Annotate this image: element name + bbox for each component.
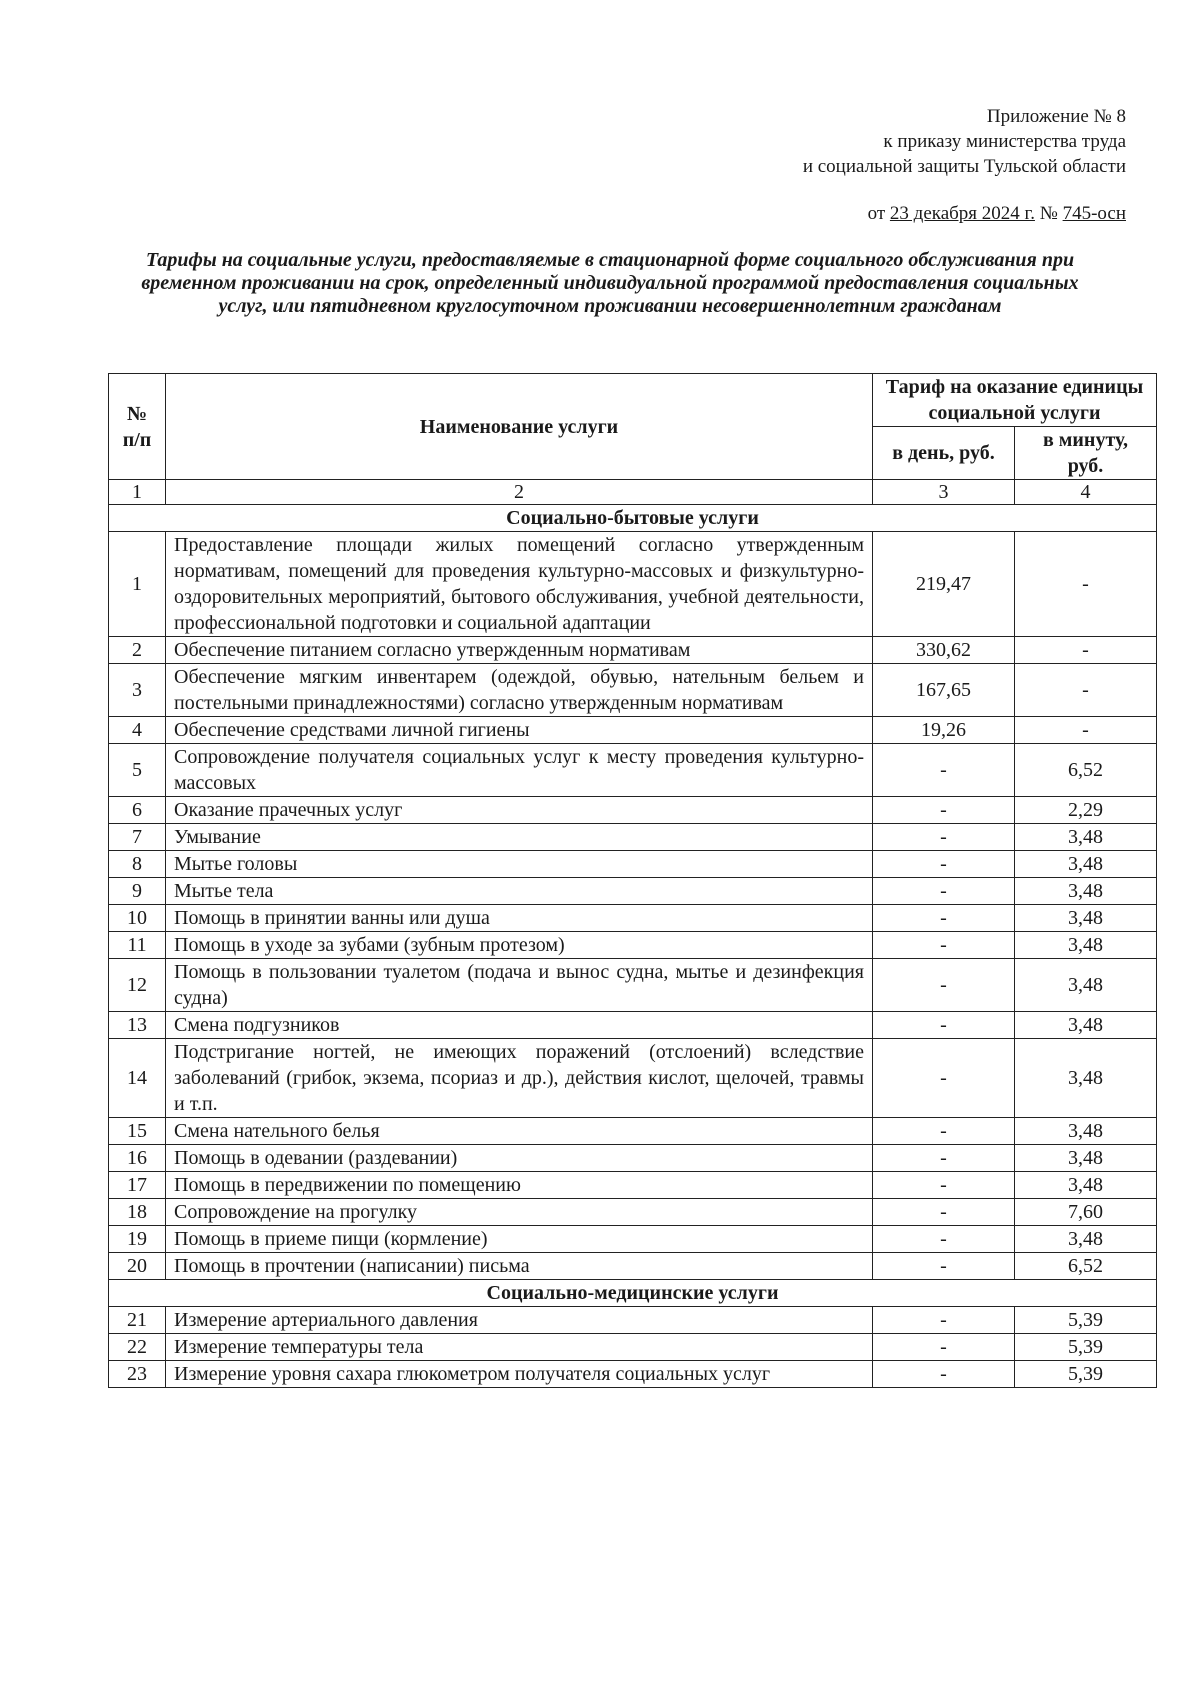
service-name: Мытье головы (166, 851, 873, 878)
table-row (109, 1307, 1157, 1334)
tariff-per-minute: - (1015, 637, 1157, 664)
appendix-ministry: и социальной защиты Тульской области (802, 156, 1126, 177)
table-row (109, 637, 1157, 664)
appendix-number: Приложение № 8 (986, 106, 1126, 127)
row-number: 14 (109, 1039, 166, 1118)
appendix-order-ref: к приказу министерства труда (883, 131, 1126, 152)
service-name: Предоставление площади жилых помещений согласно утвержденным нормативам, помещений для проведения культурно-массовых и физкультурно-оздоровительных мероприятий, бытового обслуживания, учебной деятельности, профессиональной подготовки и социальной адаптации (166, 532, 873, 637)
tariff-per-minute: - (1015, 532, 1157, 637)
table-row (109, 851, 1157, 878)
service-name: Помощь в прочтении (написании) письма (166, 1253, 873, 1280)
table-row (109, 932, 1157, 959)
tariff-per-day: - (873, 959, 1015, 1012)
header-service-name: Наименование услуги (166, 374, 873, 480)
service-name: Обеспечение мягким инвентарем (одеждой, обувью, нательным бельем и постельными принадлежностями) согласно утвержденным нормативам (166, 664, 873, 717)
service-name: Обеспечение питанием согласно утвержденным нормативам (166, 637, 873, 664)
row-number: 21 (109, 1307, 166, 1334)
tariff-table (108, 373, 1157, 1388)
row-number: 22 (109, 1334, 166, 1361)
table-row (109, 1361, 1157, 1388)
tariff-per-day: 219,47 (873, 532, 1015, 637)
order-reference (868, 203, 1126, 225)
tariff-per-minute: 2,29 (1015, 797, 1157, 824)
tariff-per-day: 330,62 (873, 637, 1015, 664)
tariff-per-minute: 7,60 (1015, 1199, 1157, 1226)
tariff-per-minute: 3,48 (1015, 1226, 1157, 1253)
order-number: 745-осн (1062, 203, 1126, 224)
row-number: 11 (109, 932, 166, 959)
table-row (109, 1199, 1157, 1226)
table-row (109, 1039, 1157, 1118)
tariff-per-minute: 3,48 (1015, 878, 1157, 905)
row-number: 20 (109, 1253, 166, 1280)
tariff-per-day: - (873, 1361, 1015, 1388)
row-number: 5 (109, 744, 166, 797)
table-row (109, 878, 1157, 905)
tariff-per-minute: 3,48 (1015, 932, 1157, 959)
header-no: № п/п (109, 374, 166, 480)
service-name: Сопровождение получателя социальных услуг к месту проведения культурно-массовых (166, 744, 873, 797)
service-name: Помощь в одевании (раздевании) (166, 1145, 873, 1172)
row-number: 2 (109, 637, 166, 664)
order-date: 23 декабря 2024 г. (889, 203, 1035, 224)
tariff-per-minute: - (1015, 664, 1157, 717)
tariff-per-day: - (873, 1145, 1015, 1172)
service-name: Подстригание ногтей, не имеющих поражений (отслоений) вследствие заболеваний (грибок, экзема, псориаз и др.), действия кислот, щелочей, травмы и т.п. (166, 1039, 873, 1118)
service-name: Помощь в приеме пищи (кормление) (166, 1226, 873, 1253)
tariff-per-minute: 6,52 (1015, 1253, 1157, 1280)
row-number: 6 (109, 797, 166, 824)
row-number: 15 (109, 1118, 166, 1145)
tariff-per-day: - (873, 1012, 1015, 1039)
tariff-per-day: - (873, 1307, 1015, 1334)
row-number: 16 (109, 1145, 166, 1172)
row-number: 9 (109, 878, 166, 905)
service-name: Мытье тела (166, 878, 873, 905)
tariff-per-minute: 3,48 (1015, 1039, 1157, 1118)
table-row (109, 1334, 1157, 1361)
service-name: Умывание (166, 824, 873, 851)
table-row (109, 664, 1157, 717)
column-index: 2 (166, 480, 873, 505)
table-row (109, 1226, 1157, 1253)
tariff-per-day: - (873, 824, 1015, 851)
table-row (109, 959, 1157, 1012)
tariff-per-day: - (873, 905, 1015, 932)
tariff-per-minute: 5,39 (1015, 1334, 1157, 1361)
tariff-per-day: - (873, 1039, 1015, 1118)
service-name: Измерение температуры тела (166, 1334, 873, 1361)
tariff-per-minute: 6,52 (1015, 744, 1157, 797)
row-number: 12 (109, 959, 166, 1012)
table-row (109, 905, 1157, 932)
tariff-per-day: - (873, 1253, 1015, 1280)
tariff-per-minute: 3,48 (1015, 1118, 1157, 1145)
row-number: 23 (109, 1361, 166, 1388)
service-name: Обеспечение средствами личной гигиены (166, 717, 873, 744)
column-index: 1 (109, 480, 166, 505)
service-name: Смена нательного белья (166, 1118, 873, 1145)
row-number: 18 (109, 1199, 166, 1226)
row-number: 4 (109, 717, 166, 744)
table-row (109, 797, 1157, 824)
table-row (109, 744, 1157, 797)
row-number: 13 (109, 1012, 166, 1039)
header-tariff: Тариф на оказание единицы социальной услуги (873, 374, 1157, 427)
tariff-per-day: - (873, 851, 1015, 878)
row-number: 7 (109, 824, 166, 851)
row-number: 17 (109, 1172, 166, 1199)
row-number: 10 (109, 905, 166, 932)
tariff-per-day: - (873, 1199, 1015, 1226)
column-index: 3 (873, 480, 1015, 505)
row-number: 3 (109, 664, 166, 717)
tariff-per-minute: 3,48 (1015, 1172, 1157, 1199)
tariff-per-minute: 3,48 (1015, 959, 1157, 1012)
row-number: 1 (109, 532, 166, 637)
section-row (109, 1280, 1157, 1307)
service-name: Измерение уровня сахара глюкометром получателя социальных услуг (166, 1361, 873, 1388)
table-body (109, 505, 1157, 1388)
tariff-per-day: 167,65 (873, 664, 1015, 717)
service-name: Измерение артериального давления (166, 1307, 873, 1334)
tariff-per-minute: 5,39 (1015, 1361, 1157, 1388)
service-name: Помощь в пользовании туалетом (подача и вынос судна, мытье и дезинфекция судна) (166, 959, 873, 1012)
tariff-per-minute: 3,48 (1015, 1145, 1157, 1172)
tariff-per-minute: 5,39 (1015, 1307, 1157, 1334)
column-index: 4 (1015, 480, 1157, 505)
table-header-row (109, 374, 1157, 427)
row-number: 8 (109, 851, 166, 878)
tariff-per-day: - (873, 797, 1015, 824)
service-name: Смена подгузников (166, 1012, 873, 1039)
tariff-per-day: - (873, 1172, 1015, 1199)
tariff-per-day: - (873, 1334, 1015, 1361)
table-row (109, 532, 1157, 637)
service-name: Помощь в уходе за зубами (зубным протезом) (166, 932, 873, 959)
tariff-per-minute: 3,48 (1015, 905, 1157, 932)
table-row (109, 1145, 1157, 1172)
section-title: Социально-бытовые услуги (109, 505, 1157, 532)
tariff-per-minute: 3,48 (1015, 824, 1157, 851)
table-row (109, 824, 1157, 851)
table-row (109, 1172, 1157, 1199)
tariff-per-day: - (873, 744, 1015, 797)
section-row (109, 505, 1157, 532)
section-title: Социально-медицинские услуги (109, 1280, 1157, 1307)
tariff-per-day: - (873, 1118, 1015, 1145)
row-number: 19 (109, 1226, 166, 1253)
tariff-per-day: - (873, 1226, 1015, 1253)
tariff-per-minute: - (1015, 717, 1157, 744)
service-name: Помощь в передвижении по помещению (166, 1172, 873, 1199)
tariff-per-day: - (873, 932, 1015, 959)
order-from: от (867, 203, 886, 224)
service-name: Оказание прачечных услуг (166, 797, 873, 824)
tariff-per-minute: 3,48 (1015, 851, 1157, 878)
header-per-day: в день, руб. (873, 427, 1015, 480)
column-index-row (109, 480, 1157, 505)
table-row (109, 1012, 1157, 1039)
document-title: Тарифы на социальные услуги, предоставляемые в стационарной форме социального обслуживания при временном проживании на срок, определенный индивидуальной программой предоставления социальных услуг, или пятидневном круглосуточном проживании несовершеннолетним гражданам (141, 249, 1079, 317)
service-name: Сопровождение на прогулку (166, 1199, 873, 1226)
tariff-per-day: 19,26 (873, 717, 1015, 744)
order-no-label: № (1039, 203, 1058, 224)
table-row (109, 717, 1157, 744)
table-row (109, 1118, 1157, 1145)
service-name: Помощь в принятии ванны или душа (166, 905, 873, 932)
table-row (109, 1253, 1157, 1280)
appendix-header (803, 104, 1126, 179)
tariff-per-minute: 3,48 (1015, 1012, 1157, 1039)
tariff-per-day: - (873, 878, 1015, 905)
header-per-minute: в минуту, руб. (1015, 427, 1157, 480)
